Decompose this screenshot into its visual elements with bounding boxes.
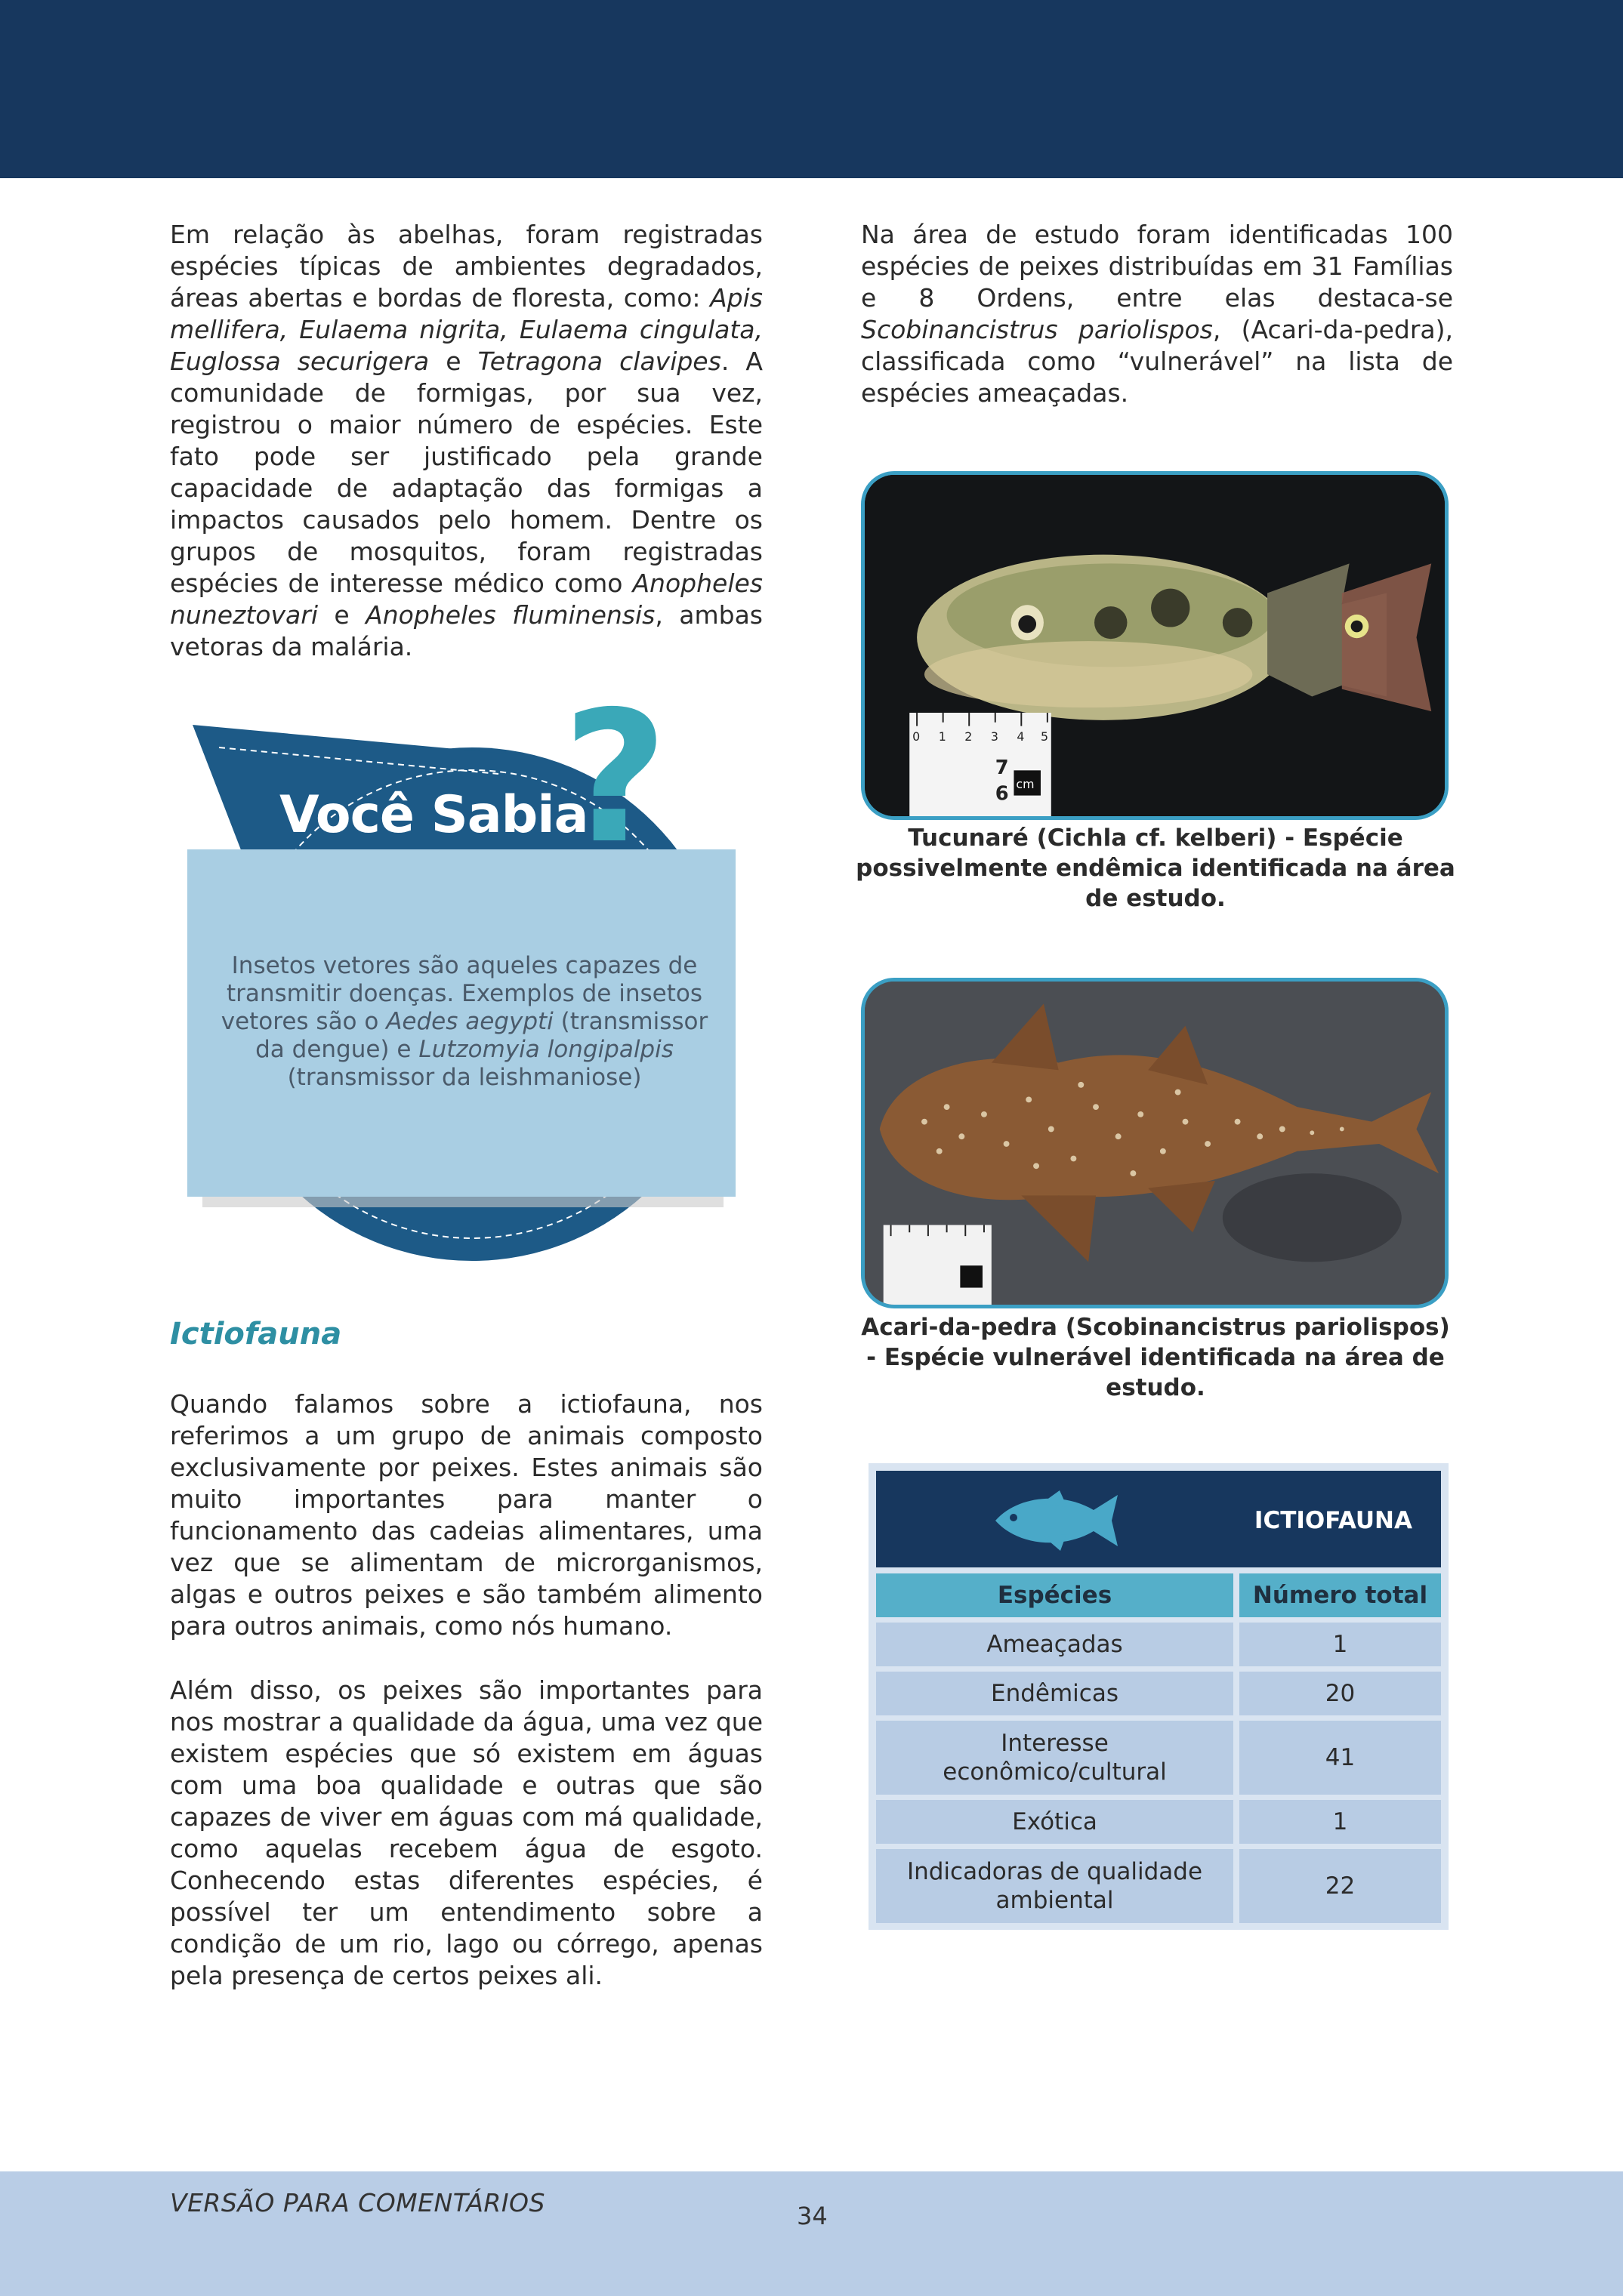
ruler-label: 0: [912, 729, 921, 744]
italic-species-name: Scobinancistrus pariolispos: [861, 315, 1213, 344]
ruler-number: 7: [995, 757, 1009, 780]
ruler-label: 5: [1040, 729, 1049, 744]
tucunare-caption: Tucunaré (Cichla cf. kelberi) - Espécie possivelmente endêmica identificada na área de estudo.: [856, 824, 1455, 912]
page-number: 34: [797, 2202, 828, 2230]
table-cell-value: 20: [1239, 1672, 1441, 1715]
table-header-row: [876, 1573, 1441, 1617]
table-cell-label: Exótica: [876, 1800, 1233, 1844]
fish-icon: [988, 1487, 1124, 1554]
ictiofauna-heading: Ictiofauna: [170, 1317, 342, 1351]
italic-species-name: Lutzomyia longipalpis: [418, 1036, 674, 1063]
table-cell-value: 1: [1239, 1623, 1441, 1666]
table-title: ICTIOFAUNA: [1254, 1507, 1412, 1534]
ictiofauna-paragraph-2: Além disso, os peixes são importantes para nos mostrar a qualidade da água, uma vez que existem espécies que só existem em águas com uma boa qualidade e outras que são capazes de viver em águas com má qualidade, como aquelas recebem água de esgoto. Conhecendo estas diferentes espécies, é possível ter um entendimento sobre a condição de um rio, lago ou córrego, apenas pela presença de certos peixes ali.: [170, 1675, 763, 1990]
voce-sabia-title: Você Sabia: [279, 785, 588, 845]
italic-species-name: Aedes aegypti: [386, 1008, 554, 1035]
ruler-label: 2: [964, 729, 973, 744]
table-cell-label: Interesse econômico/cultural: [876, 1721, 1233, 1795]
table-row: [876, 1672, 1441, 1715]
tucunare-photo: [861, 471, 1449, 820]
table-header-cell: Número total: [1239, 1573, 1441, 1617]
table-title-bar: [876, 1471, 1441, 1567]
bees-paragraph: Em relação às abelhas, foram registradas espécies típicas de ambientes degradados, áreas abertas e bordas de floresta, como: Apis mellifera, Eulaema nigrita, Eulaema cingulata, Euglossa securigera e Tetragona clavipes. A comunidade de formigas, por sua vez, registrou o maior número de espécies. Este fato pode ser justificado pela grande capacidade de adaptação das formigas a impactos causados pelo homem. Dentre os grupos de mosquitos, foram registradas espécies de interesse médico como Anopheles nuneztovari e Anopheles fluminensis, ambas vetoras da malária.: [170, 220, 763, 661]
table-cell-value: 1: [1239, 1800, 1441, 1844]
fish-intro-paragraph: Na área de estudo foram identificadas 100 espécies de peixes distribuídas em 31 Famílias e 8 Ordens, entre elas destaca-se Scobinancistrus pariolispos, (Acari-da-pedra), classificada como “vulnerável” na lista de espécies ameaçadas.: [861, 220, 1453, 408]
ruler-label: 3: [990, 729, 998, 744]
table-row: [876, 1623, 1441, 1666]
ruler-label: 4: [1017, 729, 1025, 744]
voce-sabia-callout: [166, 672, 763, 1261]
ictiofauna-paragraph-1: Quando falamos sobre a ictiofauna, nos referimos a um grupo de animais composto exclusivamente por peixes. Estes animais são muito importantes para manter o funcionamento das cadeias alimentares, uma vez que se alimentam de microrganismos, algas e outros peixes e são também alimento para outros animais, como nós humano.: [170, 1389, 763, 1641]
table-row: [876, 1800, 1441, 1844]
italic-species-name: Anopheles nuneztovari: [170, 569, 763, 630]
question-mark-icon: ?: [563, 672, 668, 883]
ictiofauna-table: [869, 1463, 1449, 1930]
footer-version-label: VERSÃO PARA COMENTÁRIOS: [170, 2188, 545, 2217]
table-cell-value: 22: [1239, 1849, 1441, 1923]
italic-species-name: Anopheles fluminensis: [366, 600, 656, 630]
acari-da-pedra-photo: [861, 978, 1449, 1308]
acari-caption: Acari-da-pedra (Scobinancistrus pariolispos) - Espécie vulnerável identificada na área de estudo.: [861, 1314, 1450, 1401]
table-header-cell: Espécies: [876, 1573, 1233, 1617]
table-cell-label: Endêmicas: [876, 1672, 1233, 1715]
ruler-label: 1: [938, 729, 946, 744]
ruler-unit: cm: [1016, 776, 1035, 791]
header-band: [0, 0, 1623, 178]
table-cell-label: Indicadoras de qualidade ambiental: [876, 1849, 1233, 1923]
voce-sabia-body: Insetos vetores são aqueles capazes de transmitir doenças. Exemplos de insetos vetores são o Aedes aegypti (transmissor da dengue) e Lutzomyia longipalpis (transmissor da leishmaniose): [221, 952, 708, 1091]
italic-species-name: Apis mellifera, Eulaema nigrita, Eulaema cingulata, Euglossa securigera: [170, 283, 763, 376]
table-cell-label: Ameaçadas: [876, 1623, 1233, 1666]
italic-species-name: Tetragona clavipes: [477, 347, 721, 376]
ruler-number: 6: [995, 782, 1009, 806]
table-row: [876, 1849, 1441, 1923]
table-cell-value: 41: [1239, 1721, 1441, 1795]
table-row: [876, 1721, 1441, 1795]
